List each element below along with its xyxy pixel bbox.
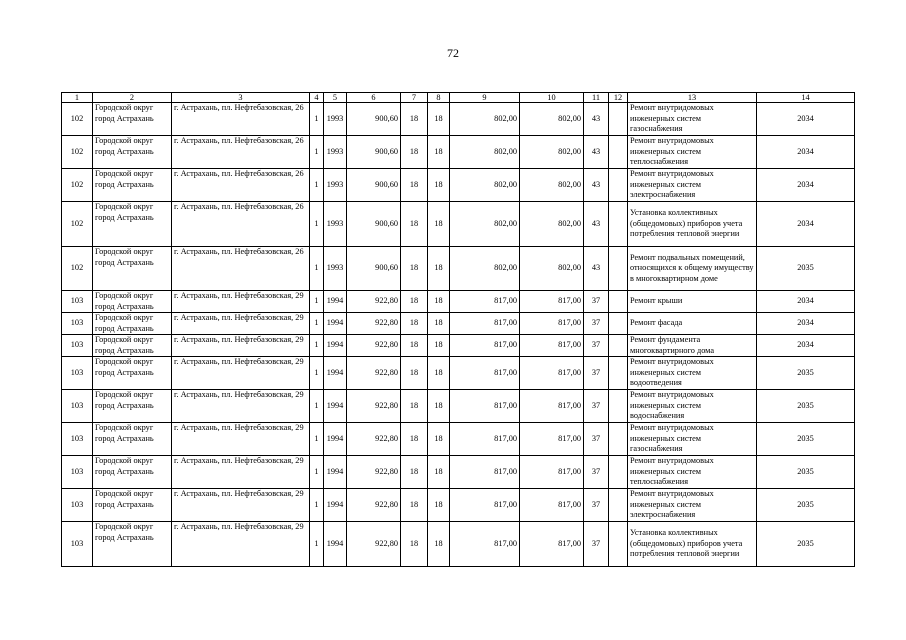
area-10-cell: 817,00 — [520, 423, 584, 456]
col-8-cell: 18 — [428, 103, 450, 136]
col-4-cell: 1 — [310, 202, 324, 247]
area-9-cell: 817,00 — [450, 335, 520, 357]
table-row — [62, 202, 855, 247]
column-number-9: 9 — [450, 93, 520, 103]
municipality-cell: Городской округ город Астрахань — [93, 489, 172, 522]
column-number-4: 4 — [310, 93, 324, 103]
col-4-cell: 1 — [310, 335, 324, 357]
work-type-cell: Ремонт внутридомовых инженерных систем газоснабжения — [628, 423, 757, 456]
col-4-cell: 1 — [310, 522, 324, 567]
area-9-cell: 802,00 — [450, 103, 520, 136]
year-cell: 1994 — [324, 456, 347, 489]
row-index-cell: 103 — [62, 313, 93, 335]
total-area-cell: 900,60 — [347, 103, 401, 136]
col-7-cell: 18 — [401, 291, 428, 313]
area-10-cell: 802,00 — [520, 103, 584, 136]
row-index-cell: 102 — [62, 169, 93, 202]
work-type-cell: Установка коллективных (общедомовых) приборов учета потребления тепловой энергии — [628, 522, 757, 567]
planned-year-cell: 2034 — [757, 103, 855, 136]
work-type-cell: Ремонт внутридомовых инженерных систем электроснабжения — [628, 489, 757, 522]
col-12-cell — [609, 423, 628, 456]
col-12-cell — [609, 247, 628, 291]
table-row — [62, 291, 855, 313]
work-type-cell: Ремонт внутридомовых инженерных систем теплоснабжения — [628, 136, 757, 169]
col-7-cell: 18 — [401, 313, 428, 335]
area-10-cell: 817,00 — [520, 335, 584, 357]
area-9-cell: 817,00 — [450, 456, 520, 489]
col-7-cell: 18 — [401, 247, 428, 291]
column-number-14: 14 — [757, 93, 855, 103]
address-cell: г. Астрахань, пл. Нефтебазовская, 29 — [172, 390, 310, 423]
column-number-7: 7 — [401, 93, 428, 103]
column-number-3: 3 — [172, 93, 310, 103]
municipality-cell: Городской округ город Астрахань — [93, 335, 172, 357]
year-cell: 1994 — [324, 522, 347, 567]
municipality-cell: Городской округ город Астрахань — [93, 247, 172, 291]
row-index-cell: 102 — [62, 202, 93, 247]
table-body — [62, 93, 855, 567]
col-4-cell: 1 — [310, 390, 324, 423]
address-cell: г. Астрахань, пл. Нефтебазовская, 26 — [172, 136, 310, 169]
column-number-row — [62, 93, 855, 103]
area-9-cell: 802,00 — [450, 202, 520, 247]
column-number-11: 11 — [584, 93, 609, 103]
col-11-cell: 37 — [584, 313, 609, 335]
column-number-8: 8 — [428, 93, 450, 103]
planned-year-cell: 2035 — [757, 522, 855, 567]
table-row — [62, 390, 855, 423]
total-area-cell: 922,80 — [347, 357, 401, 390]
col-12-cell — [609, 489, 628, 522]
col-4-cell: 1 — [310, 423, 324, 456]
col-12-cell — [609, 202, 628, 247]
year-cell: 1993 — [324, 103, 347, 136]
total-area-cell: 922,80 — [347, 423, 401, 456]
planned-year-cell: 2034 — [757, 169, 855, 202]
col-8-cell: 18 — [428, 456, 450, 489]
area-10-cell: 817,00 — [520, 291, 584, 313]
planned-year-cell: 2035 — [757, 390, 855, 423]
address-cell: г. Астрахань, пл. Нефтебазовская, 29 — [172, 522, 310, 567]
table-row — [62, 357, 855, 390]
area-10-cell: 817,00 — [520, 522, 584, 567]
area-10-cell: 817,00 — [520, 456, 584, 489]
municipality-cell: Городской округ город Астрахань — [93, 313, 172, 335]
col-12-cell — [609, 103, 628, 136]
table-row — [62, 247, 855, 291]
col-8-cell: 18 — [428, 423, 450, 456]
col-8-cell: 18 — [428, 291, 450, 313]
col-7-cell: 18 — [401, 456, 428, 489]
work-type-cell: Ремонт фундамента многоквартирного дома — [628, 335, 757, 357]
municipality-cell: Городской округ город Астрахань — [93, 357, 172, 390]
col-7-cell: 18 — [401, 489, 428, 522]
column-number-13: 13 — [628, 93, 757, 103]
col-11-cell: 43 — [584, 103, 609, 136]
col-8-cell: 18 — [428, 136, 450, 169]
municipality-cell: Городской округ город Астрахань — [93, 136, 172, 169]
col-7-cell: 18 — [401, 390, 428, 423]
area-9-cell: 802,00 — [450, 136, 520, 169]
area-10-cell: 802,00 — [520, 136, 584, 169]
capital-repair-table — [61, 92, 855, 567]
col-12-cell — [609, 357, 628, 390]
table-row — [62, 456, 855, 489]
col-8-cell: 18 — [428, 247, 450, 291]
planned-year-cell: 2035 — [757, 247, 855, 291]
row-index-cell: 103 — [62, 357, 93, 390]
year-cell: 1993 — [324, 169, 347, 202]
total-area-cell: 922,80 — [347, 390, 401, 423]
col-11-cell: 43 — [584, 136, 609, 169]
work-type-cell: Ремонт внутридомовых инженерных систем водоотведения — [628, 357, 757, 390]
area-10-cell: 802,00 — [520, 169, 584, 202]
column-number-6: 6 — [347, 93, 401, 103]
table-row — [62, 489, 855, 522]
col-7-cell: 18 — [401, 136, 428, 169]
col-4-cell: 1 — [310, 169, 324, 202]
work-type-cell: Ремонт фасада — [628, 313, 757, 335]
address-cell: г. Астрахань, пл. Нефтебазовская, 26 — [172, 103, 310, 136]
column-number-2: 2 — [93, 93, 172, 103]
area-10-cell: 802,00 — [520, 247, 584, 291]
year-cell: 1994 — [324, 291, 347, 313]
address-cell: г. Астрахань, пл. Нефтебазовская, 26 — [172, 247, 310, 291]
work-type-cell: Ремонт подвальных помещений, относящихся к общему имуществу в многоквартирном доме — [628, 247, 757, 291]
col-7-cell: 18 — [401, 335, 428, 357]
col-8-cell: 18 — [428, 357, 450, 390]
col-12-cell — [609, 390, 628, 423]
row-index-cell: 103 — [62, 489, 93, 522]
municipality-cell: Городской округ город Астрахань — [93, 291, 172, 313]
year-cell: 1994 — [324, 313, 347, 335]
column-number-1: 1 — [62, 93, 93, 103]
year-cell: 1994 — [324, 335, 347, 357]
col-4-cell: 1 — [310, 489, 324, 522]
col-8-cell: 18 — [428, 522, 450, 567]
row-index-cell: 103 — [62, 522, 93, 567]
page-number: 72 — [447, 46, 459, 60]
col-12-cell — [609, 291, 628, 313]
year-cell: 1994 — [324, 357, 347, 390]
address-cell: г. Астрахань, пл. Нефтебазовская, 29 — [172, 423, 310, 456]
area-9-cell: 817,00 — [450, 489, 520, 522]
row-index-cell: 103 — [62, 390, 93, 423]
municipality-cell: Городской округ город Астрахань — [93, 423, 172, 456]
table-row — [62, 313, 855, 335]
total-area-cell: 922,80 — [347, 456, 401, 489]
col-4-cell: 1 — [310, 247, 324, 291]
year-cell: 1993 — [324, 202, 347, 247]
table-row — [62, 169, 855, 202]
col-8-cell: 18 — [428, 202, 450, 247]
address-cell: г. Астрахань, пл. Нефтебазовская, 26 — [172, 202, 310, 247]
col-7-cell: 18 — [401, 103, 428, 136]
year-cell: 1994 — [324, 423, 347, 456]
planned-year-cell: 2034 — [757, 313, 855, 335]
total-area-cell: 900,60 — [347, 247, 401, 291]
col-7-cell: 18 — [401, 357, 428, 390]
area-10-cell: 817,00 — [520, 390, 584, 423]
col-11-cell: 43 — [584, 202, 609, 247]
row-index-cell: 103 — [62, 291, 93, 313]
total-area-cell: 922,80 — [347, 522, 401, 567]
column-number-10: 10 — [520, 93, 584, 103]
col-7-cell: 18 — [401, 202, 428, 247]
col-8-cell: 18 — [428, 489, 450, 522]
total-area-cell: 922,80 — [347, 489, 401, 522]
table-row — [62, 136, 855, 169]
address-cell: г. Астрахань, пл. Нефтебазовская, 29 — [172, 489, 310, 522]
table-row — [62, 522, 855, 567]
area-9-cell: 817,00 — [450, 423, 520, 456]
area-10-cell: 817,00 — [520, 489, 584, 522]
col-7-cell: 18 — [401, 522, 428, 567]
area-9-cell: 817,00 — [450, 291, 520, 313]
col-12-cell — [609, 169, 628, 202]
municipality-cell: Городской округ город Астрахань — [93, 103, 172, 136]
year-cell: 1994 — [324, 489, 347, 522]
column-number-12: 12 — [609, 93, 628, 103]
planned-year-cell: 2034 — [757, 202, 855, 247]
address-cell: г. Астрахань, пл. Нефтебазовская, 29 — [172, 335, 310, 357]
area-9-cell: 802,00 — [450, 169, 520, 202]
work-type-cell: Установка коллективных (общедомовых) приборов учета потребления тепловой энергии — [628, 202, 757, 247]
row-index-cell: 102 — [62, 103, 93, 136]
col-11-cell: 37 — [584, 291, 609, 313]
table-row — [62, 103, 855, 136]
col-8-cell: 18 — [428, 313, 450, 335]
planned-year-cell: 2034 — [757, 291, 855, 313]
planned-year-cell: 2035 — [757, 489, 855, 522]
municipality-cell: Городской округ город Астрахань — [93, 390, 172, 423]
row-index-cell: 102 — [62, 136, 93, 169]
area-9-cell: 802,00 — [450, 247, 520, 291]
address-cell: г. Астрахань, пл. Нефтебазовская, 26 — [172, 169, 310, 202]
work-type-cell: Ремонт внутридомовых инженерных систем теплоснабжения — [628, 456, 757, 489]
address-cell: г. Астрахань, пл. Нефтебазовская, 29 — [172, 456, 310, 489]
col-4-cell: 1 — [310, 313, 324, 335]
col-11-cell: 37 — [584, 335, 609, 357]
work-type-cell: Ремонт внутридомовых инженерных систем электроснабжения — [628, 169, 757, 202]
year-cell: 1994 — [324, 390, 347, 423]
total-area-cell: 922,80 — [347, 291, 401, 313]
col-4-cell: 1 — [310, 291, 324, 313]
municipality-cell: Городской округ город Астрахань — [93, 456, 172, 489]
address-cell: г. Астрахань, пл. Нефтебазовская, 29 — [172, 313, 310, 335]
col-11-cell: 37 — [584, 357, 609, 390]
row-index-cell: 103 — [62, 335, 93, 357]
col-4-cell: 1 — [310, 136, 324, 169]
col-12-cell — [609, 136, 628, 169]
area-9-cell: 817,00 — [450, 357, 520, 390]
address-cell: г. Астрахань, пл. Нефтебазовская, 29 — [172, 357, 310, 390]
planned-year-cell: 2035 — [757, 423, 855, 456]
col-4-cell: 1 — [310, 103, 324, 136]
area-9-cell: 817,00 — [450, 313, 520, 335]
planned-year-cell: 2035 — [757, 357, 855, 390]
col-11-cell: 37 — [584, 489, 609, 522]
row-index-cell: 103 — [62, 456, 93, 489]
municipality-cell: Городской округ город Астрахань — [93, 202, 172, 247]
total-area-cell: 922,80 — [347, 313, 401, 335]
work-type-cell: Ремонт внутридомовых инженерных систем газоснабжения — [628, 103, 757, 136]
municipality-cell: Городской округ город Астрахань — [93, 169, 172, 202]
col-11-cell: 43 — [584, 169, 609, 202]
column-number-5: 5 — [324, 93, 347, 103]
col-8-cell: 18 — [428, 335, 450, 357]
planned-year-cell: 2035 — [757, 456, 855, 489]
row-index-cell: 102 — [62, 247, 93, 291]
table-row — [62, 423, 855, 456]
planned-year-cell: 2034 — [757, 136, 855, 169]
table-row — [62, 335, 855, 357]
area-9-cell: 817,00 — [450, 390, 520, 423]
row-index-cell: 103 — [62, 423, 93, 456]
col-11-cell: 37 — [584, 522, 609, 567]
col-12-cell — [609, 335, 628, 357]
year-cell: 1993 — [324, 247, 347, 291]
col-12-cell — [609, 456, 628, 489]
col-11-cell: 43 — [584, 247, 609, 291]
address-cell: г. Астрахань, пл. Нефтебазовская, 29 — [172, 291, 310, 313]
total-area-cell: 900,60 — [347, 136, 401, 169]
col-4-cell: 1 — [310, 456, 324, 489]
col-11-cell: 37 — [584, 390, 609, 423]
year-cell: 1993 — [324, 136, 347, 169]
work-type-cell: Ремонт внутридомовых инженерных систем водоснабжения — [628, 390, 757, 423]
area-9-cell: 817,00 — [450, 522, 520, 567]
municipality-cell: Городской округ город Астрахань — [93, 522, 172, 567]
col-11-cell: 37 — [584, 456, 609, 489]
area-10-cell: 817,00 — [520, 313, 584, 335]
col-8-cell: 18 — [428, 169, 450, 202]
col-12-cell — [609, 522, 628, 567]
total-area-cell: 900,60 — [347, 202, 401, 247]
col-4-cell: 1 — [310, 357, 324, 390]
col-12-cell — [609, 313, 628, 335]
col-8-cell: 18 — [428, 390, 450, 423]
total-area-cell: 922,80 — [347, 335, 401, 357]
work-type-cell: Ремонт крыши — [628, 291, 757, 313]
planned-year-cell: 2034 — [757, 335, 855, 357]
area-10-cell: 817,00 — [520, 357, 584, 390]
total-area-cell: 900,60 — [347, 169, 401, 202]
col-7-cell: 18 — [401, 423, 428, 456]
col-7-cell: 18 — [401, 169, 428, 202]
col-11-cell: 37 — [584, 423, 609, 456]
area-10-cell: 802,00 — [520, 202, 584, 247]
